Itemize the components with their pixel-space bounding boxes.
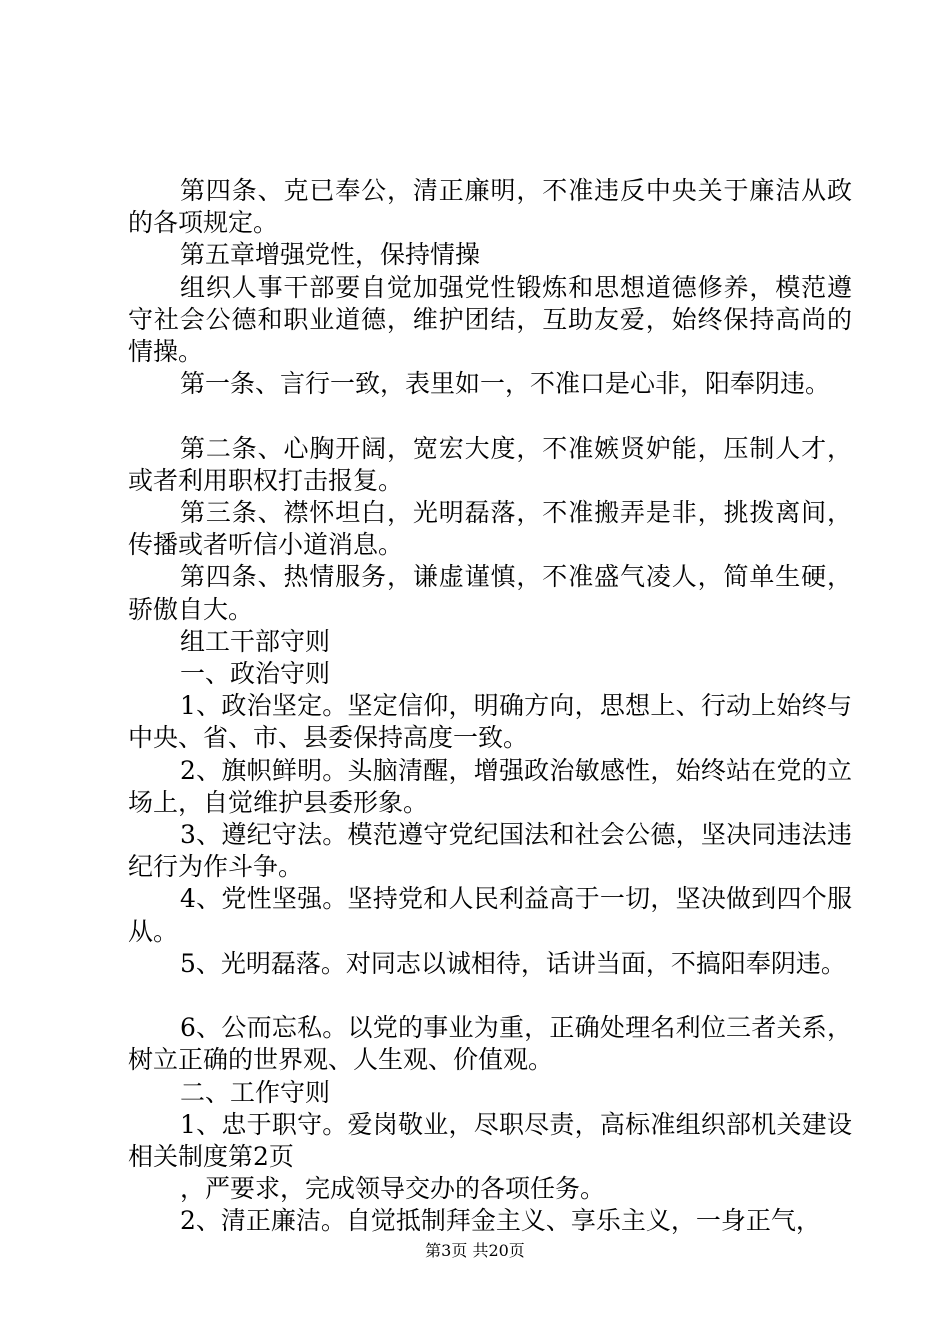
paragraph-political-6: 6、公而忘私。以党的事业为重，正确处理名利位三者关系，树立正确的世界观、人生观、价值观。 bbox=[128, 1013, 852, 1075]
paragraph-work-2: 2、清正廉洁。自觉抵制拜金主义、享乐主义，一身正气， bbox=[180, 1206, 821, 1236]
paragraph-article-2-open-mind: 第二条、心胸开阔，宽宏大度，不准嫉贤妒能，压制人才，或者利用职权打击报复。 bbox=[128, 433, 852, 495]
subsection-heading-political: 一、政治守则 bbox=[180, 659, 331, 689]
page-number-label: 第3页 共20页 bbox=[425, 1241, 525, 1260]
paragraph-political-4: 4、党性坚强。坚持党和人民利益高于一切，坚决做到四个服从。 bbox=[128, 884, 852, 946]
paragraph-article-1-consistency: 第一条、言行一致，表里如一，不准口是心非，阳奉阴违。 bbox=[180, 369, 831, 399]
paragraph-work-1-continued: ，严要求，完成领导交办的各项任务。 bbox=[180, 1174, 606, 1204]
paragraph-political-2: 2、旗帜鲜明。头脑清醒，增强政治敏感性，始终站在党的立场上，自觉维护县委形象。 bbox=[128, 755, 852, 817]
paragraph-article-4-integrity: 第四条、克已奉公，清正廉明，不准违反中央关于廉洁从政的各项规定。 bbox=[128, 176, 852, 238]
paragraph-political-1: 1、政治坚定。坚定信仰，明确方向，思想上、行动上始终与中央、省、市、县委保持高度一致。 bbox=[128, 691, 852, 753]
paragraph-chapter-5-intro: 组织人事干部要自觉加强党性锻炼和思想道德修养，模范遵守社会公德和职业道德，维护团结，互助友爱，始终保持高尚的情操。 bbox=[128, 272, 852, 367]
paragraph-article-4-service: 第四条、热情服务，谦虚谨慎，不准盛气凌人，简单生硬，骄傲自大。 bbox=[128, 562, 852, 624]
paragraph-work-1: 1、忠于职守。爱岗敬业，尽职尽责，高标准组织部机关建设相关制度第2页 bbox=[128, 1109, 852, 1172]
paragraph-article-3-frank: 第三条、襟怀坦白，光明磊落，不准搬弄是非，挑拨离间，传播或者听信小道消息。 bbox=[128, 498, 852, 560]
document-body bbox=[128, 175, 852, 1238]
page-footer bbox=[0, 1238, 950, 1261]
section-heading-code: 组工干部守则 bbox=[180, 626, 331, 656]
chapter-5-heading: 第五章增强党性，保持情操 bbox=[180, 240, 481, 270]
paragraph-political-5: 5、光明磊落。对同志以诚相待，话讲当面，不搞阳奉阴违。 bbox=[180, 948, 846, 978]
subsection-heading-work: 二、工作守则 bbox=[180, 1077, 331, 1107]
paragraph-political-3: 3、遵纪守法。模范遵守党纪国法和社会公德，坚决同违法违纪行为作斗争。 bbox=[128, 820, 852, 882]
